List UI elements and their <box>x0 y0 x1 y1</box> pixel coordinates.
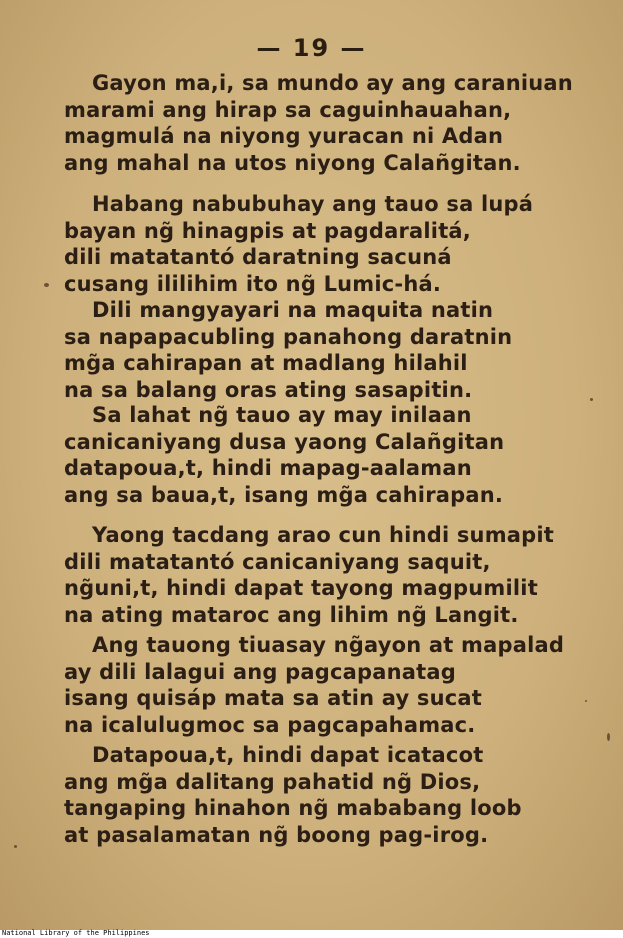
poem-line: ang sa baua,t, isang mg̃a cahirapan. <box>64 482 504 507</box>
poem-line: at pasalamatan ng̃ boong pag-irog. <box>64 822 489 847</box>
poem-line: ng̃uni,t, hindi dapat tayong magpumilit <box>64 576 538 600</box>
poem-line: marami ang hirap sa caguinhauahan, <box>64 97 512 122</box>
poem-line: cusang ililihim ito ng̃ Lumic-há. <box>64 271 442 296</box>
footer-bar <box>0 930 623 938</box>
poem-line: ay dili lalagui ang pagcapanatag <box>64 659 456 684</box>
poem-line: tangaping hinahon ng̃ mababang loob <box>64 796 522 820</box>
poem-line: na icalulugmoc sa pagcapahamac. <box>64 712 476 737</box>
poem-line: Habang nabubuhay ang tauo sa lupá <box>92 192 534 216</box>
poem-line: Sa lahat ng̃ tauo ay may inilaan <box>92 403 472 427</box>
poem-line: mg̃a cahirapan at madlang hilahil <box>64 351 468 375</box>
poem-line: datapoua,t, hindi mapag-aalaman <box>64 456 472 480</box>
poem-line: Datapoua,t, hindi dapat icatacot <box>92 743 484 767</box>
footer-credit: National Library of the Philippines <box>2 929 150 937</box>
poem-line: ang mahal na utos niyong Calañgitan. <box>64 150 521 175</box>
poem-line: Yaong tacdang arao cun hindi sumapit <box>92 523 555 547</box>
poem-line: sa napapacubling panahong daratnin <box>64 324 513 349</box>
poem-line: magmulá na niyong yuracan ni Adan <box>64 124 504 148</box>
poem-line: na ating mataroc ang lihim ng̃ Langit. <box>64 602 519 627</box>
poem-line: isang quisáp mata sa atin ay sucat <box>64 686 483 710</box>
page-number: — 19 — <box>256 34 367 62</box>
poem-line: Gayon ma,i, sa mundo ay ang caraniuan <box>92 71 573 95</box>
poem-line: dili matatantó canicaniyang saquit, <box>64 549 491 574</box>
poem-line: Dili mangyayari na maquita natin <box>92 298 494 322</box>
poem-line: dili matatantó daratning sacuná <box>64 245 452 269</box>
poem-line: Ang tauong tiuasay ng̃ayon at mapalad <box>92 633 565 657</box>
poem-line: bayan ng̃ hinagpis at pagdaralitá, <box>64 218 471 243</box>
poem-line: canicaniyang dusa yaong Calañgitan <box>64 429 505 454</box>
poem-line: ang mg̃a dalitang pahatid ng̃ Dios, <box>64 769 481 794</box>
poem-line: na sa balang oras ating sasapitin. <box>64 377 473 402</box>
